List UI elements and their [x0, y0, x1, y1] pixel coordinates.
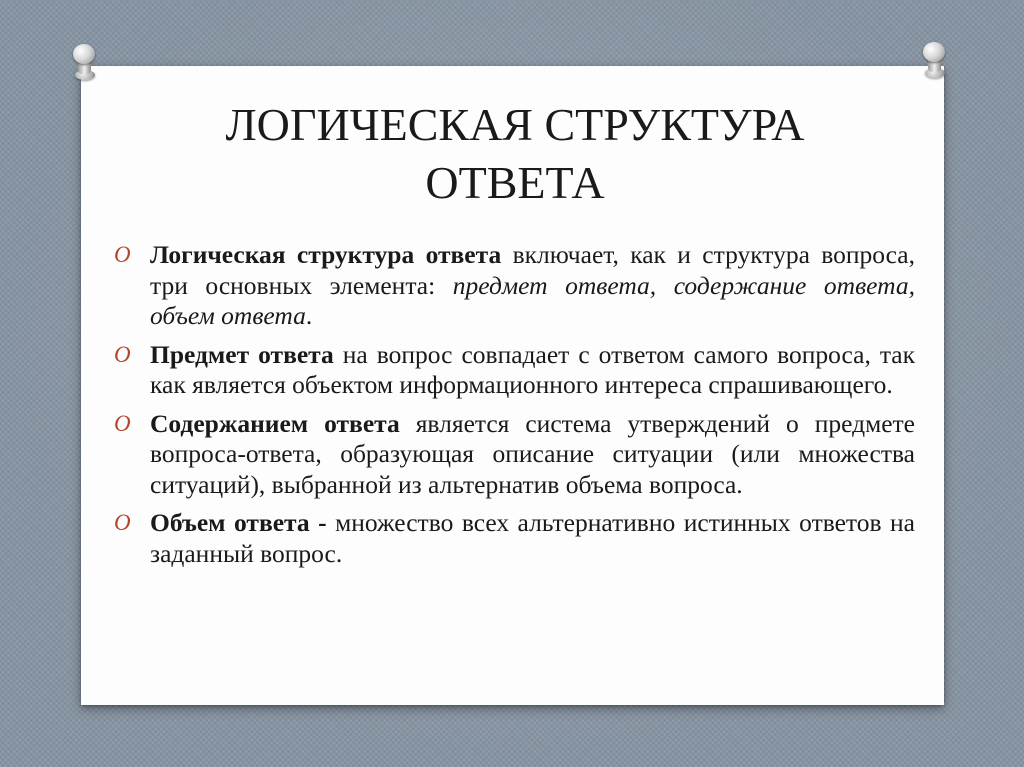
bullet-item [110, 340, 915, 401]
bullet-term: Логическая структура ответа [150, 240, 502, 269]
bullet-text: множество всех альтернативно истинных ответов на заданный вопрос. [150, 508, 915, 568]
bullet-list [110, 240, 915, 577]
title-line-2: ОТВЕТА [425, 157, 605, 208]
bullet-text: является система утверждений о предмете вопроса-ответа, образующая описание ситуации (или множества ситуаций), выбранной из альтернатив объема вопроса. [150, 408, 915, 499]
bullet-term: Предмет ответа [150, 339, 334, 369]
bullet-marker-icon: O [114, 510, 131, 535]
bullet-item [110, 240, 915, 332]
bullet-term: Объем ответа - [150, 508, 327, 537]
pushpin-icon [70, 44, 100, 80]
bullet-emphasis: предмет ответа, содержание ответа, объем ответа [150, 270, 915, 330]
slide-title [130, 96, 900, 212]
bullet-item [110, 409, 915, 501]
bullet-term: Содержанием ответа [150, 408, 400, 438]
bullet-marker-icon: O [114, 410, 131, 436]
bullet-marker-icon: O [114, 341, 131, 367]
bullet-marker-icon: O [114, 242, 131, 267]
bullet-text: на вопрос совпадает с ответом самого вопроса, так как является объектом информационного интереса спрашивающего. [150, 339, 915, 399]
pushpin-icon [920, 42, 950, 78]
bullet-tail: . [305, 301, 313, 330]
title-line-1: ЛОГИЧЕСКАЯ СТРУКТУРА [225, 99, 805, 150]
bullet-item [110, 508, 915, 569]
bullet-text: включает, как и структура вопроса, три основных элемента: [150, 240, 915, 300]
